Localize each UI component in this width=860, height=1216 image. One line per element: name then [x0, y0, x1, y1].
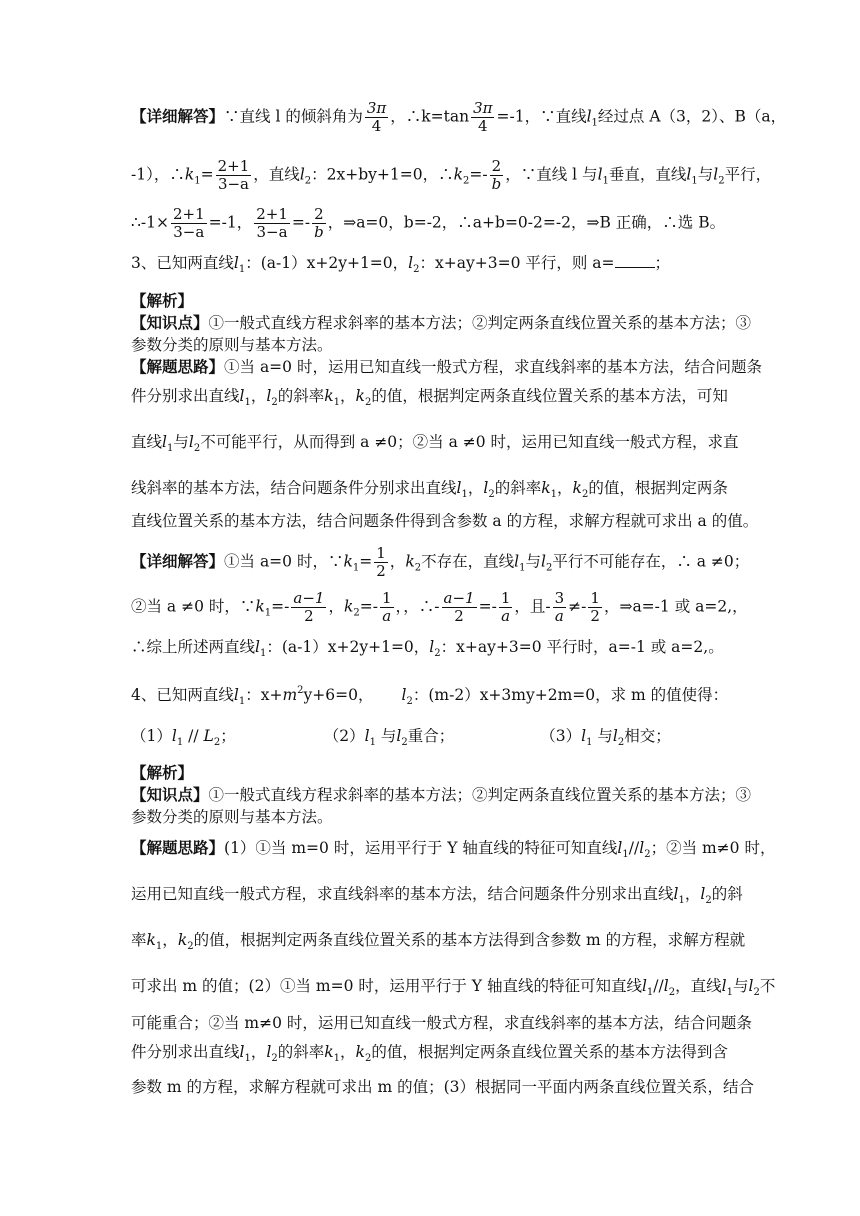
- detailed-answer-heading: 【详细解答】: [131, 106, 225, 126]
- analysis-heading: 【解析】: [131, 291, 194, 310]
- knowledge-point-line-2: 参数分类的原则与基本方法。: [131, 336, 333, 354]
- detailed-answer-line-3: ∴综上所述两直线$l_1$：(a-1）x+2y+1=0，$l_2$：x+ay+3=0 平行时，a=-1 或 a=2,。: [131, 638, 724, 659]
- question-4: 4、已知两直线$l_1$：$x+m^2y+6=0$， $l_2$：(m-2）x+3my+2m=0，求 m 的值使得：: [131, 685, 729, 707]
- answer-line-1: 【详细解答】∵直线 l 的倾斜角为 $\frac{3\pi}{4}$ ，∴k=tan $\frac{3\pi}{4}$ =-1，∵直线$l_1$经过点 A（3，2）、B（a，: [131, 99, 787, 135]
- fraction: $\frac{3}{a}$: [554, 589, 565, 625]
- solution-idea-line-5: 直线位置关系的基本方法，结合问题条件得到含参数 a 的方程，求解方程就可求出 a 的值。: [131, 512, 759, 530]
- solution-idea-heading: 【解题思路】: [131, 838, 225, 857]
- answer-blank: [615, 253, 655, 268]
- detailed-answer-heading: 【详细解答】: [131, 551, 225, 571]
- solution-idea-q4-line-4: 可求出 m 的值；(2）①当 m=0 时，运用平行于 Y 轴直线的特征可知直线$l_1//l_2$，直线$l_1$与$l_2$不: [131, 977, 776, 998]
- solution-idea-q4-line-2: 运用已知直线一般式方程，求直线斜率的基本方法，结合问题条件分别求出直线$l_1$，$l_2$的斜: [131, 885, 743, 906]
- knowledge-point-heading: 【知识点】: [131, 785, 209, 804]
- solution-idea-line-4: 线斜率的基本方法，结合问题条件分别求出直线$l_1$，$l_2$的斜率$k_1$，$k_2$的值，根据判定两条: [131, 479, 728, 500]
- subpart-1: $(1)l_1 // L_2$；: [131, 727, 236, 748]
- detailed-answer-line-2: ②当 a ≠0 时，$\because k_1=-$ $\frac{a-1}{2}$ ，$k_2=-$ $\frac{1}{a}$ ，，∴- $\frac{a-1}{2}$ =- $\frac{1}{a}$ ，且- $\frac{3}{a}$ ≠- $\frac{1}{2}$ ，⇒a=-1 或 a=2,，: [131, 589, 748, 625]
- knowledge-point-line-q4-2: 参数分类的原则与基本方法。: [131, 808, 333, 826]
- detailed-answer-line-1: 【详细解答】①当 a=0 时，$\because k_1=$ $\frac{1}{2}$ ，$k_2$不存在，直线$l_1$与$l_2$平行不可能存在，∴ a ≠0；: [131, 544, 750, 580]
- fraction: $\frac{a-1}{2}$: [443, 589, 475, 625]
- answer-line-2: -1），$\therefore k_1=$ $\frac{2+1}{3-a}$ ，直线$l_2$：2x+by+1=0，$\therefore k_2=-$ $\frac{2}{b}$ ，∵直线 l 与$l_1$垂直，直线$l_1$与$l_2$平行，: [131, 157, 772, 193]
- knowledge-point-heading: 【知识点】: [131, 313, 209, 332]
- fraction: $\frac{2}{b}$: [314, 205, 324, 241]
- fraction: $\frac{1}{a}$: [500, 589, 511, 625]
- fraction: $\frac{2+1}{3-a}$: [256, 205, 288, 241]
- fraction: $\frac{2+1}{3-a}$: [217, 157, 250, 193]
- solution-idea-line-1: 【解题思路】①当 a=0 时，运用已知直线一般式方程，求直线斜率的基本方法，结合问题条: [131, 357, 762, 376]
- solution-idea-line-3: 直线$l_1$与$l_2$不可能平行，从而得到 a ≠0；②当 a ≠0 时，运用已知直线一般式方程，求直: [131, 433, 739, 454]
- fraction: $\frac{1}{2}$: [376, 544, 386, 580]
- fraction: $\frac{1}{a}$: [381, 589, 392, 625]
- solution-idea-q4-line-7: 参数 m 的方程，求解方程就可求出 m 的值；(3）根据同一平面内两条直线位置关系，结合: [131, 1078, 755, 1096]
- solution-idea-line-2: 件分别求出直线$l_1$，$l_2$的斜率$k_1$，$k_2$的值，根据判定两条直线位置关系的基本方法，可知: [131, 387, 728, 408]
- fraction: $\frac{2}{b}$: [491, 157, 502, 193]
- analysis-heading-2: 【解析】: [131, 763, 194, 782]
- fraction: $\frac{3\pi}{4}$: [473, 99, 493, 135]
- solution-idea-q4-line-1: 【解题思路】(1）①当 m=0 时，运用平行于 Y 轴直线的特征可知直线$l_1//l_2$；②当 m≠0 时，: [131, 838, 776, 860]
- answer-line-3: ∴-1× $\frac{2+1}{3-a}$ =-1， $\frac{2+1}{3-a}$ =- $\frac{2}{b}$ ，⇒a=0，b=-2，∴a+b=0-2=-2，⇒B 正确，∴选 B。: [131, 205, 726, 241]
- fraction: $\frac{1}{2}$: [590, 589, 600, 625]
- question-4-subparts: [131, 725, 741, 754]
- solution-idea-q4-line-3: 率$k_1$，$k_2$的值，根据判定两条直线位置关系的基本方法得到含参数 m 的方程，求解方程就: [131, 931, 746, 952]
- solution-idea-heading: 【解题思路】: [131, 357, 225, 376]
- subpart-2: $(2)l_1$ 与$l_2$重合；: [323, 727, 455, 748]
- subpart-3: $(3)l_1$ 与$l_2$相交；: [540, 727, 671, 748]
- knowledge-point-line-q4: 【知识点】①一般式直线方程求斜率的基本方法；②判定两条直线位置关系的基本方法；③: [131, 785, 752, 804]
- fraction: $\frac{2+1}{3-a}$: [172, 205, 205, 241]
- fraction: $\frac{a-1}{2}$: [293, 589, 325, 625]
- knowledge-point-line: 【知识点】①一般式直线方程求斜率的基本方法；②判定两条直线位置关系的基本方法；③: [131, 313, 752, 332]
- solution-idea-q4-line-6: 件分别求出直线$l_1$，$l_2$的斜率$k_1$，$k_2$的值，根据判定两条直线位置关系的基本方法得到含: [131, 1043, 728, 1064]
- fraction: $\frac{3\pi}{4}$: [366, 99, 387, 135]
- question-3: 3、已知两直线$l_1$：(a-1）x+2y+1=0，$l_2$：x+ay+3=0 平行，则 a= ；: [131, 254, 671, 275]
- solution-idea-q4-line-5: 可能重合；②当 m≠0 时，运用已知直线一般式方程，求直线斜率的基本方法，结合问题条: [131, 1014, 752, 1032]
